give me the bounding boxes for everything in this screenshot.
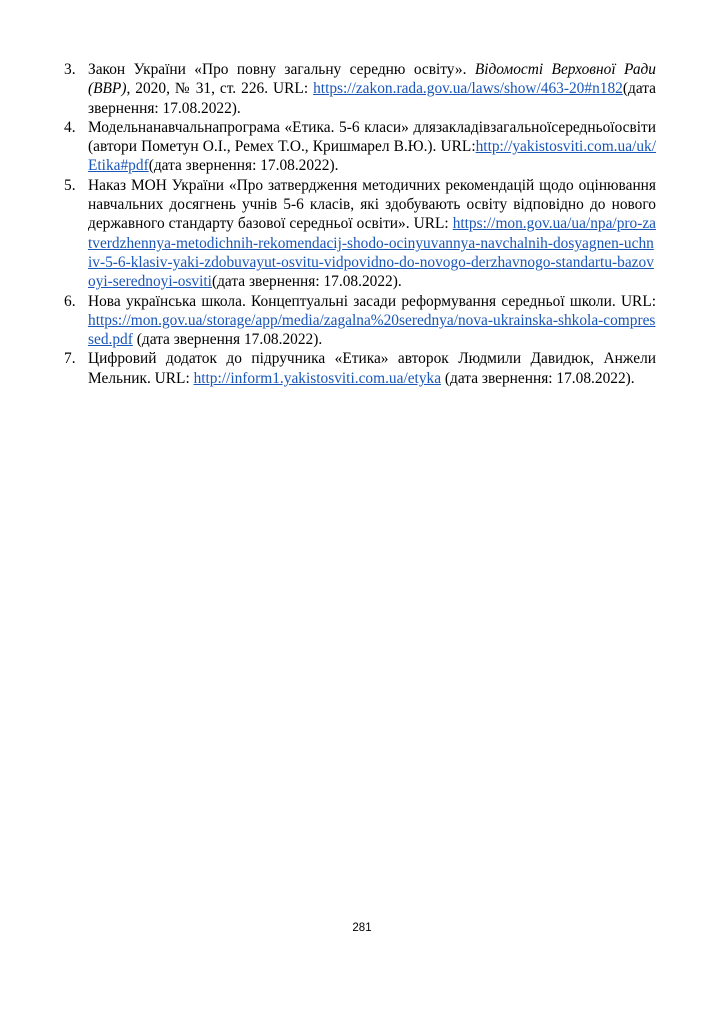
reference-date: (дата звернення: 17.08.2022). xyxy=(211,273,402,291)
reference-number: 4. xyxy=(64,118,76,136)
reference-item-5 xyxy=(64,176,656,292)
reference-text: Нова українська школа. Концептуальні засади реформування середньої школи. URL: xyxy=(88,292,656,310)
reference-link[interactable]: http://inform1.yakistosviti.com.ua/etyka xyxy=(193,369,442,387)
reference-number: 6. xyxy=(64,292,76,310)
reference-item-7 xyxy=(64,349,656,388)
reference-number: 3. xyxy=(64,61,76,78)
reference-text: Модельнанавчальнапрограма «Етика. 5-6 класи» длязакладівзагальноїсередньоїосвіти (автори Пометун О.І., Ремех Т.О., Кришмарел В.Ю.). URL: xyxy=(88,118,656,156)
reference-item-4 xyxy=(64,118,656,176)
reference-date: (дата звернення: 17.08.2022). xyxy=(88,80,656,117)
reference-text: Цифровий додаток до підручника «Етика» авторок Людмили Давидюк, Анжели Мельник. URL: xyxy=(88,350,656,387)
reference-date: (дата звернення 17.08.2022). xyxy=(132,331,323,349)
reference-link[interactable]: https://zakon.rada.gov.ua/laws/show/463-20#n182 xyxy=(313,80,623,98)
reference-item-6 xyxy=(64,292,656,350)
reference-number: 5. xyxy=(64,176,76,194)
reference-date: (дата звернення: 17.08.2022). xyxy=(148,157,339,175)
reference-number: 7. xyxy=(64,350,76,368)
reference-date: (дата звернення: 17.08.2022). xyxy=(441,369,635,387)
reference-list xyxy=(64,60,656,388)
reference-link[interactable]: http://yakistosviti.com.ua/uk/ Etika#pdf xyxy=(88,138,656,175)
reference-text-mid: , 2020, № 31, ст. 226. URL: xyxy=(126,80,314,98)
reference-source-italic: Відомості Верховної Ради (ВВР) xyxy=(88,61,656,98)
reference-text: Наказ МОН України «Про затвердження методичних рекомендацій щодо оцінювання навчальних досягнень учнів 5-6 класів, які здобувають освіту відповідно до нового державного стандарту базової середньої освіти». URL: xyxy=(88,176,656,233)
reference-link[interactable]: https://mon.gov.ua/ua/npa/pro-zatverdzhennya-metodichnih-rekomendacij-shodo-ocinyuvannya-navchalnih-dosyagnen-uchniv-5-6-klasiv-yaki-zdobuvayut-osvitu-vidpovidno-do-novogo-derzhavnogo-standartu-bazovoyi-serednoyi-osviti xyxy=(88,215,656,291)
reference-link[interactable]: https://mon.gov.ua/storage/app/media/zagalna%20serednya/nova-ukrainska-shkola-compressed.pdf xyxy=(88,311,656,349)
reference-item-3 xyxy=(64,60,656,118)
reference-text: Закон України «Про повну загальну середню освіту». xyxy=(88,61,475,78)
page-number: 281 xyxy=(352,922,372,934)
